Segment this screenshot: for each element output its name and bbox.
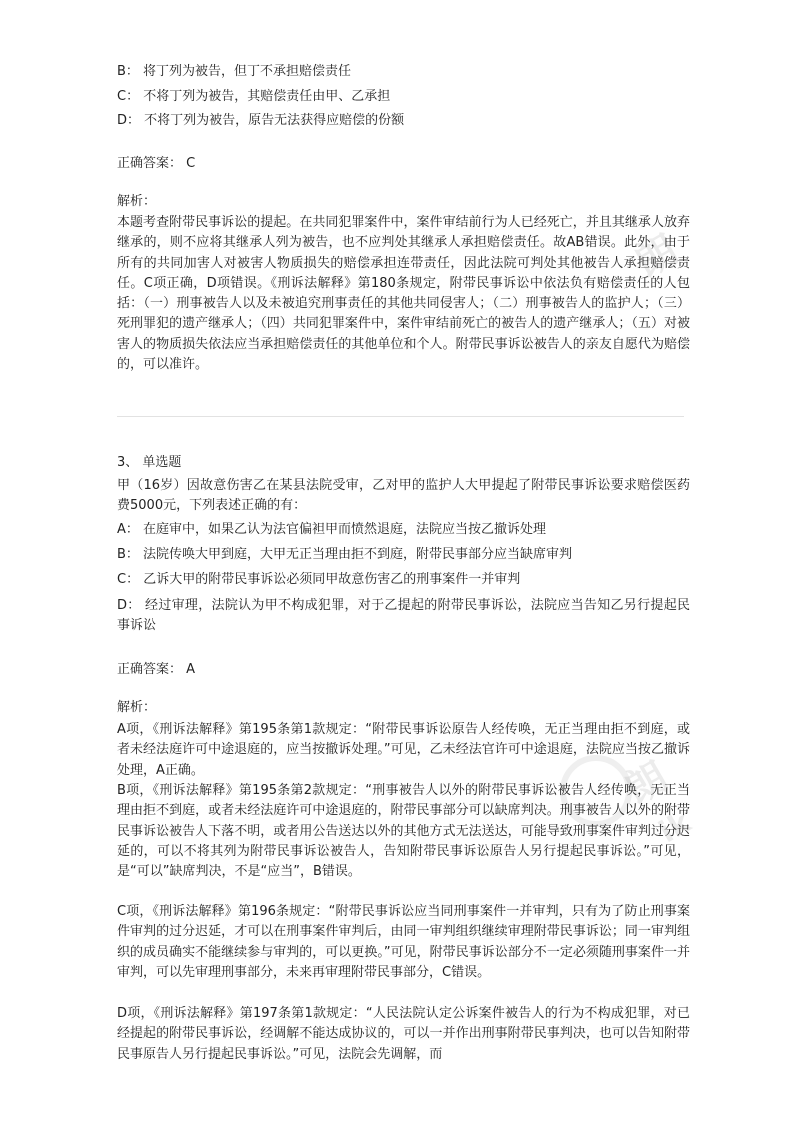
option-c: C： 乙诉大甲的附带民事诉讼必须同甲故意伤害乙的刑事案件一并审判 — [117, 572, 521, 587]
analysis-label: 解析： — [117, 194, 157, 209]
watermark-mark: 朗 — [627, 226, 686, 287]
question-header: 3、 单选题 — [117, 455, 182, 470]
analysis-item-c: C项，《刑诉法解释》第196条规定：“附带民事诉讼应当同刑事案件一并审判，只有为了防止刑事案件审判的过分迟延，才可以在刑事案件审判后，由同一审判组织继续审理附带民事诉讼；同一审判组织的成员确实不能继续参与审判的，可以更换。”可见，附带民事诉讼部分不一定必须随刑事案件一并审判，可以先审理刑事部分，未来再审理附带民事部分，C错误。 — [117, 904, 690, 980]
analysis-item-d: D项，《刑诉法解释》第197条第1款规定：“人民法院认定公诉案件被告人的行为不构成犯罪，对已经提起的附带民事诉讼，经调解不能达成协议的，可以一并作出刑事附带民事判决，也可以告知附带民事原告人另行提起民事诉讼。”可见，法院会先调解，而 — [117, 1006, 690, 1062]
question-divider — [117, 416, 684, 417]
correct-answer: 正确答案： A — [117, 662, 196, 677]
option-b: B： 法院传唤大甲到庭，大甲无正当理由拒不到庭，附带民事部分应当缺席审判 — [117, 547, 573, 562]
watermark-mark: ik — [653, 804, 697, 851]
option-b: B： 将丁列为被告，但丁不承担赔偿责任 — [117, 64, 352, 79]
analysis-label: 解析： — [117, 700, 157, 715]
analysis-item-b: B项，《刑诉法解释》第195条第2款规定：“刑事被告人以外的附带民事诉讼被告人经传唤，无正当理由拒不到庭，或者未经法庭许可中途退庭的，附带民事部分可以缺席判决。刑事被告人以外的附带民事诉讼被告人下落不明，或者用公告送达以外的其他方式无法送达，可能导致刑事案件审判过分迟延的，可以不将其列为附带民事诉讼被告人，告知附带民事诉讼原告人另行提起民事诉讼。”可见，是“可以”缺席判决，不是“应当”，B错误。 — [117, 783, 690, 880]
option-d: D： 经过审理，法院认为甲不构成犯罪，对于乙提起的附带民事诉讼，法院应当告知乙另行提起民事诉讼 — [117, 598, 690, 634]
correct-answer: 正确答案： C — [117, 156, 196, 171]
watermark-mark: 朗 — [617, 753, 676, 814]
option-c: C： 不将丁列为被告，其赔偿责任由甲、乙承担 — [117, 89, 391, 104]
option-a: A： 在庭审中，如果乙认为法官偏袒甲而愤然退庭，法院应当按乙撤诉处理 — [117, 522, 547, 537]
question-stem: 甲（16岁）因故意伤害乙在某县法院受审，乙对甲的监护人大甲提起了附带民事诉讼要求赔偿医药费5000元，下列表述正确的有： — [117, 478, 690, 514]
analysis-item-a: A项，《刑诉法解释》第195条第1款规定：“附带民事诉讼原告人经传唤，无正当理由拒不到庭，或者未经法庭许可中途退庭的，应当按撤诉处理。”可见，乙未经法官许可中途退庭，法院应当按乙撤诉处理，A正确。 — [117, 722, 690, 778]
option-d: D： 不将丁列为被告，原告无法获得应赔偿的份额 — [117, 113, 405, 128]
analysis-text: 本题考查附带民事诉讼的提起。在共同犯罪案件中，案件审结前行为人已经死亡，并且其继承人放弃继承的，则不应将其继承人列为被告，也不应判处其继承人承担赔偿责任。故AB错误。此外，由于所有的共同加害人对被害人物质损失的赔偿承担连带责任，因此法院可判处其他被告人承担赔偿责任。C项正确，D项错误。《刑诉法解释》第180条规定，附带民事诉讼中依法负有赔偿责任的人包括：（一）刑事被告人以及未被追究刑事责任的其他共同侵害人；（二）刑事被告人的监护人；（三）死刑罪犯的遗产继承人；（四）共同犯罪案件中，案件审结前死亡的被告人的遗产继承人；（五）对被害人的物质损失依法应当承担赔偿责任的其他单位和个人。附带民事诉讼被告人的亲友自愿代为赔偿的，可以准许。 — [117, 215, 690, 373]
